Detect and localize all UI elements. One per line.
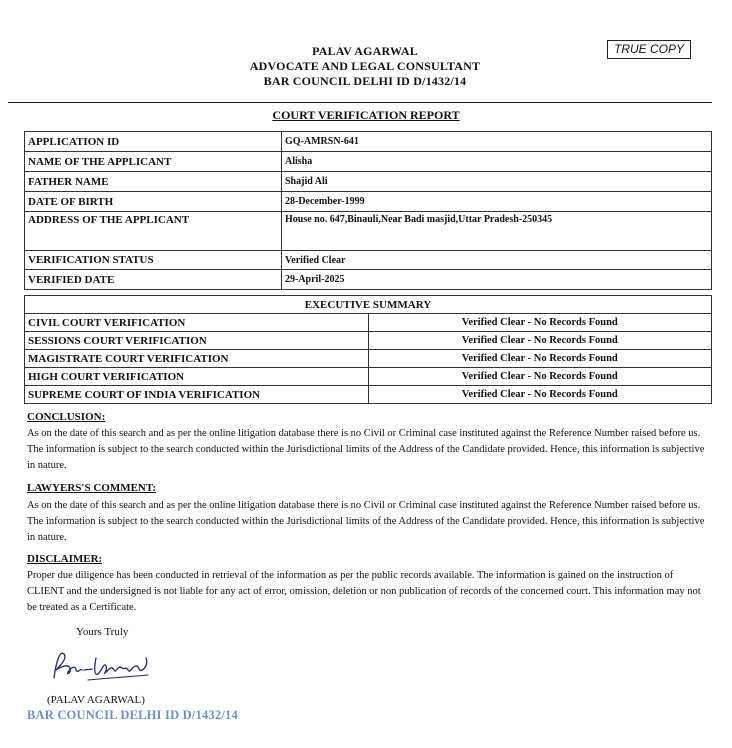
summary-key: SUPREME COURT OF INDIA VERIFICATION: [25, 386, 369, 404]
table-row: [25, 192, 712, 212]
conclusion-heading: CONCLUSION:: [27, 411, 106, 423]
detail-key: NAME OF THE APPLICANT: [25, 152, 282, 172]
signatory-name: (PALAV AGARWAL): [47, 694, 145, 706]
table-row: [25, 270, 712, 290]
detail-key: VERIFIED DATE: [25, 270, 282, 290]
table-row: [25, 332, 712, 350]
detail-value: Shajid Ali: [282, 172, 712, 192]
detail-key: ADDRESS OF THE APPLICANT: [25, 212, 282, 251]
bar-council-footer: BAR COUNCIL DELHI ID D/1432/14: [27, 708, 238, 722]
closing-salutation: Yours Truly: [76, 626, 129, 638]
letterhead: [150, 44, 580, 89]
table-row: [25, 212, 712, 251]
conclusion-text: As on the date of this search and as per the online litigation database there is no Civil or Criminal case instituted against the Reference Number raised before us. The information is subject to the search conducted within the Jurisdictional limits of the Address of the Candidate provided. Hence, this information is subjective in nature.: [27, 428, 705, 471]
applicant-details-table: [24, 131, 712, 290]
detail-value: Verified Clear: [282, 251, 712, 270]
summary-value: Verified Clear - No Records Found: [368, 332, 712, 350]
summary-key: HIGH COURT VERIFICATION: [25, 368, 369, 386]
summary-title: EXECUTIVE SUMMARY: [25, 296, 712, 314]
detail-value: Alisha: [282, 152, 712, 172]
summary-value: Verified Clear - No Records Found: [368, 350, 712, 368]
true-copy-stamp: TRUE COPY: [607, 40, 691, 59]
executive-summary-table: [24, 295, 712, 404]
table-row: [25, 251, 712, 270]
disclaimer-text: Proper due diligence has been conducted in retrieval of the information as per the public records available. The information is gained on the instruction of CLIENT and the undersigned is not liable for any act of error, omission, deletion or non publication of records of the concerned court. This information may not be treated as a Certificate.: [27, 570, 701, 613]
summary-value: Verified Clear - No Records Found: [368, 386, 712, 404]
detail-key: VERIFICATION STATUS: [25, 251, 282, 270]
table-row: [25, 132, 712, 152]
summary-value: Verified Clear - No Records Found: [368, 314, 712, 332]
detail-value: GQ-AMRSN-641: [282, 132, 712, 152]
detail-key: FATHER NAME: [25, 172, 282, 192]
summary-key: SESSIONS COURT VERIFICATION: [25, 332, 369, 350]
table-row: [25, 314, 712, 332]
table-row: [25, 172, 712, 192]
table-row: [25, 152, 712, 172]
signature: [48, 640, 158, 695]
summary-key: CIVIL COURT VERIFICATION: [25, 314, 369, 332]
detail-value: 28-December-1999: [282, 192, 712, 212]
summary-value: Verified Clear - No Records Found: [368, 368, 712, 386]
detail-key: APPLICATION ID: [25, 132, 282, 152]
advocate-name: PALAV AGARWAL: [312, 44, 418, 58]
table-row: [25, 350, 712, 368]
lawyers-comment-heading: LAWYERS'S COMMENT:: [27, 482, 157, 494]
table-row: [25, 386, 712, 404]
detail-value: House no. 647,Binauli,Near Badi masjid,Uttar Pradesh-250345: [282, 212, 712, 251]
advocate-title: ADVOCATE AND LEGAL CONSULTANT: [249, 59, 481, 73]
disclaimer-heading: DISCLAIMER:: [27, 553, 103, 565]
report-title: COURT VERIFICATION REPORT: [272, 108, 460, 122]
table-row: [25, 368, 712, 386]
header-divider: [8, 102, 712, 103]
table-row: [25, 296, 712, 314]
signature-icon: [48, 640, 158, 690]
bar-council-id: BAR COUNCIL DELHI ID D/1432/14: [263, 74, 467, 88]
lawyers-comment-text: As on the date of this search and as per the online litigation database there is no Civil or Criminal case instituted against the Reference Number raised before us. The information is subject to the search conducted within the Jurisdictional limits of the Address of the Candidate provided. Hence, this information is subjective in nature.: [27, 500, 705, 543]
summary-key: MAGISTRATE COURT VERIFICATION: [25, 350, 369, 368]
detail-value: 29-April-2025: [282, 270, 712, 290]
detail-key: DATE OF BIRTH: [25, 192, 282, 212]
